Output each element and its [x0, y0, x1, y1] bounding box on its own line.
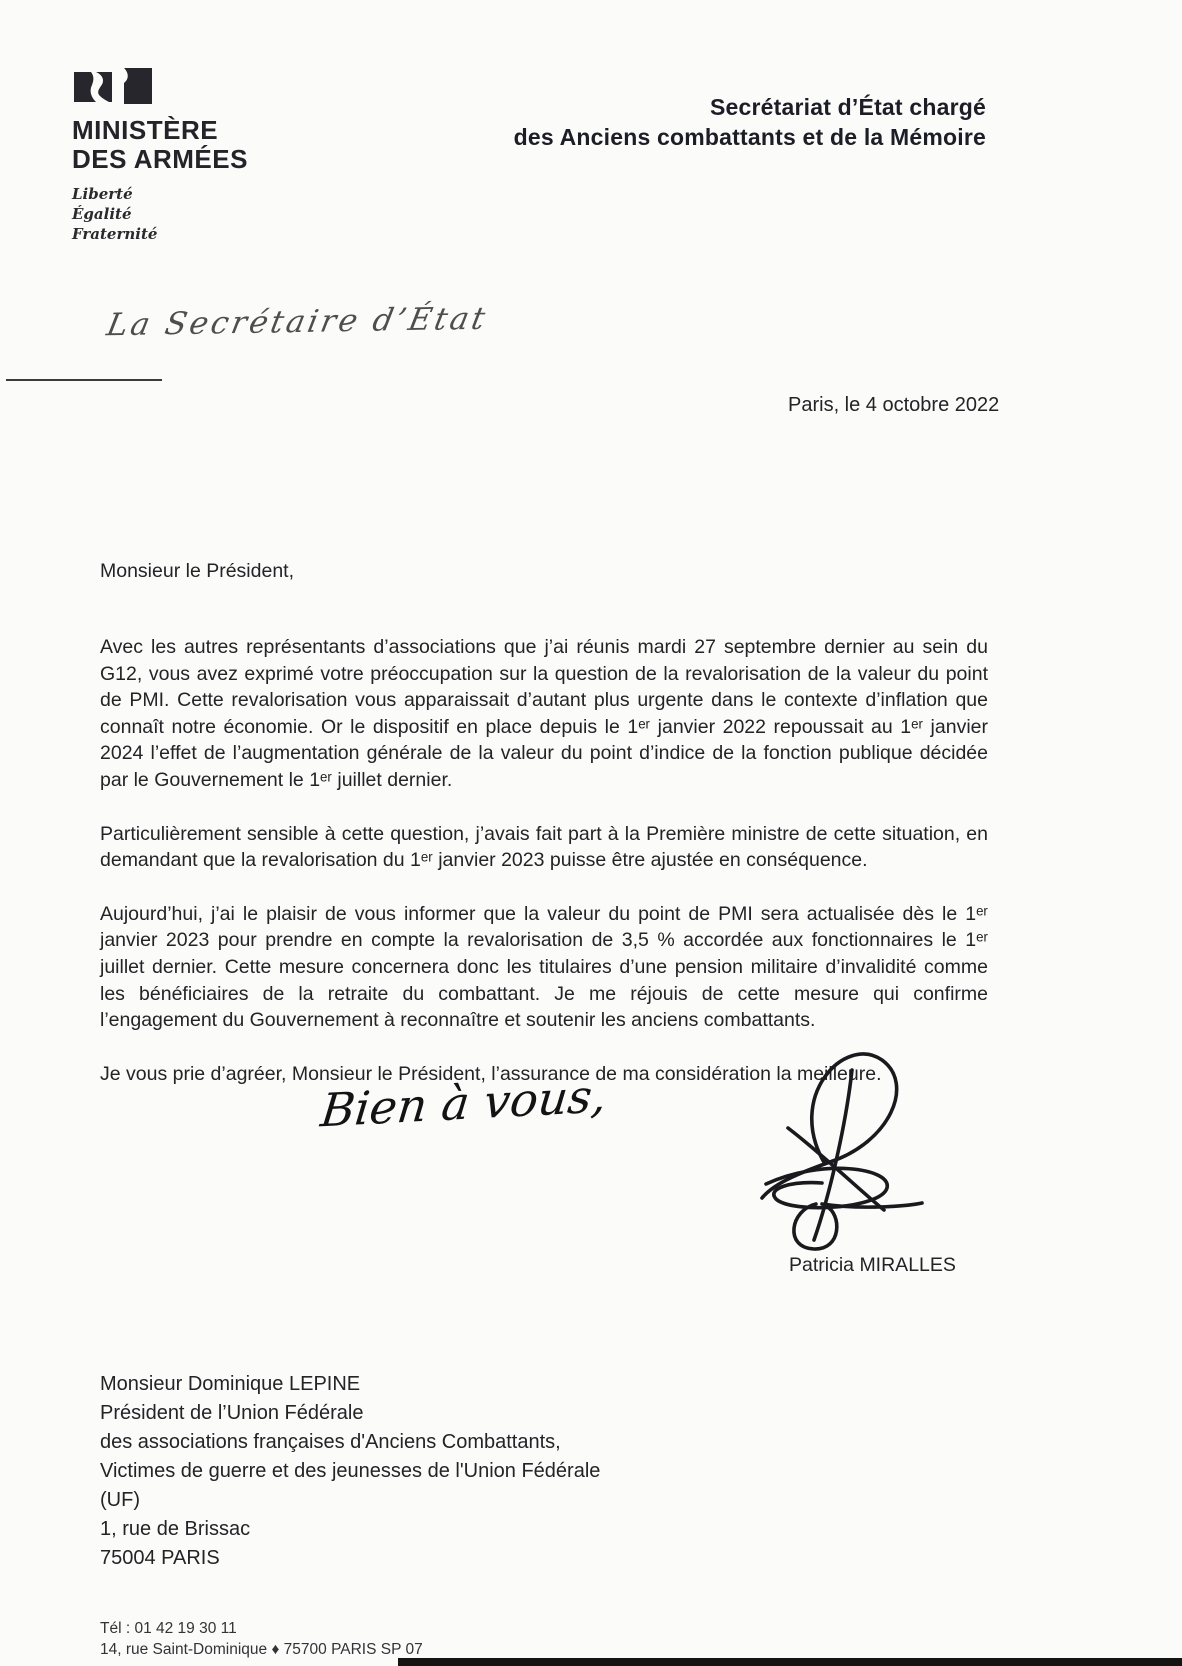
- paragraph-3: Aujourd’hui, j’ai le plaisir de vous informer que la valeur du point de PMI sera actualisée dès le 1ᵉʳ janvier 2023 pour prendre en compte la revalorisation de 3,5 % accordée aux fonctionnaires le 1ᵉʳ juillet dernier. Cette mesure concernera donc les titulaires d’une pension militaire d’invalidité comme les bénéficiaires de la retraite du combattant. Je me réjouis de cette mesure qui confirme l’engagement du Gouvernement à reconnaître et soutenir les anciens combattants.: [100, 902, 988, 1032]
- marianne-flag-icon: [72, 66, 172, 110]
- recipient-address-block: [100, 1370, 600, 1573]
- recipient-line-org1: des associations françaises d'Anciens Combattants,: [100, 1431, 561, 1453]
- motto-egalite: Égalité: [72, 205, 132, 223]
- signature-scribble: [730, 1032, 930, 1257]
- signer-name: Patricia MIRALLES: [789, 1254, 956, 1276]
- salutation: Monsieur le Président,: [100, 560, 295, 582]
- recipient-line-name: Monsieur Dominique LEPINE: [100, 1373, 361, 1395]
- sender-underline-rule: [6, 379, 162, 381]
- recipient-line-org3: (UF): [100, 1489, 140, 1511]
- paragraph-2: Particulièrement sensible à cette question, j’avais fait part à la Première ministre de cette situation, en demandant que la revalorisation du 1ᵉʳ janvier 2023 puisse être ajustée en conséquence.: [100, 822, 988, 872]
- scan-artifact-bar: [398, 1658, 1182, 1666]
- ministry-name-line1: MINISTÈRE: [72, 115, 219, 145]
- paragraph-1: Avec les autres représentants d’associations que j’ai réunis mardi 27 septembre dernier au sein du G12, vous avez exprimé votre préoccupation sur la question de la revalorisation de la valeur du point de PMI. Cette revalorisation vous apparaissait d’autant plus urgente dans le contexte d’inflation que connaît notre économie. Or le dispositif en place depuis le 1ᵉʳ janvier 2022 repoussait au 1ᵉʳ janvier 2024 l’effet de l’augmentation générale de la valeur du point d’indice de la fonction publique décidée par le Gouvernement le 1ᵉʳ juillet dernier.: [100, 636, 988, 791]
- secretariat-title: [366, 92, 986, 152]
- dateline: Paris, le 4 octobre 2022: [788, 394, 1000, 416]
- ministry-name-line2: DES ARMÉES: [72, 144, 248, 174]
- secretariat-title-line1: Secrétariat d’État chargé: [709, 94, 986, 120]
- footer-address: 14, rue Saint-Dominique ♦ 75700 PARIS SP 07: [100, 1641, 423, 1658]
- sender-script-line: La Secrétaire d’État: [103, 300, 491, 344]
- recipient-line-title: Président de l’Union Fédérale: [100, 1402, 364, 1424]
- motto-fraternite: Fraternité: [72, 225, 158, 243]
- secretariat-title-line2: des Anciens combattants et de la Mémoire: [513, 124, 986, 150]
- paragraph-4: Je vous prie d’agréer, Monsieur le Président, l’assurance de ma considération la meilleure.: [100, 1062, 882, 1085]
- recipient-line-street: 1, rue de Brissac: [100, 1518, 251, 1540]
- footer-phone: Tél : 01 42 19 30 11: [100, 1620, 237, 1637]
- ministry-header: [72, 66, 332, 244]
- motto-liberte: Liberté: [72, 185, 133, 203]
- footer: [100, 1618, 423, 1660]
- handwritten-closing: Bien à vous,: [318, 1068, 610, 1138]
- recipient-line-org2: Victimes de guerre et des jeunesses de l'Union Fédérale: [100, 1460, 601, 1482]
- ministry-motto: [72, 184, 332, 244]
- recipient-line-city: 75004 PARIS: [100, 1547, 220, 1569]
